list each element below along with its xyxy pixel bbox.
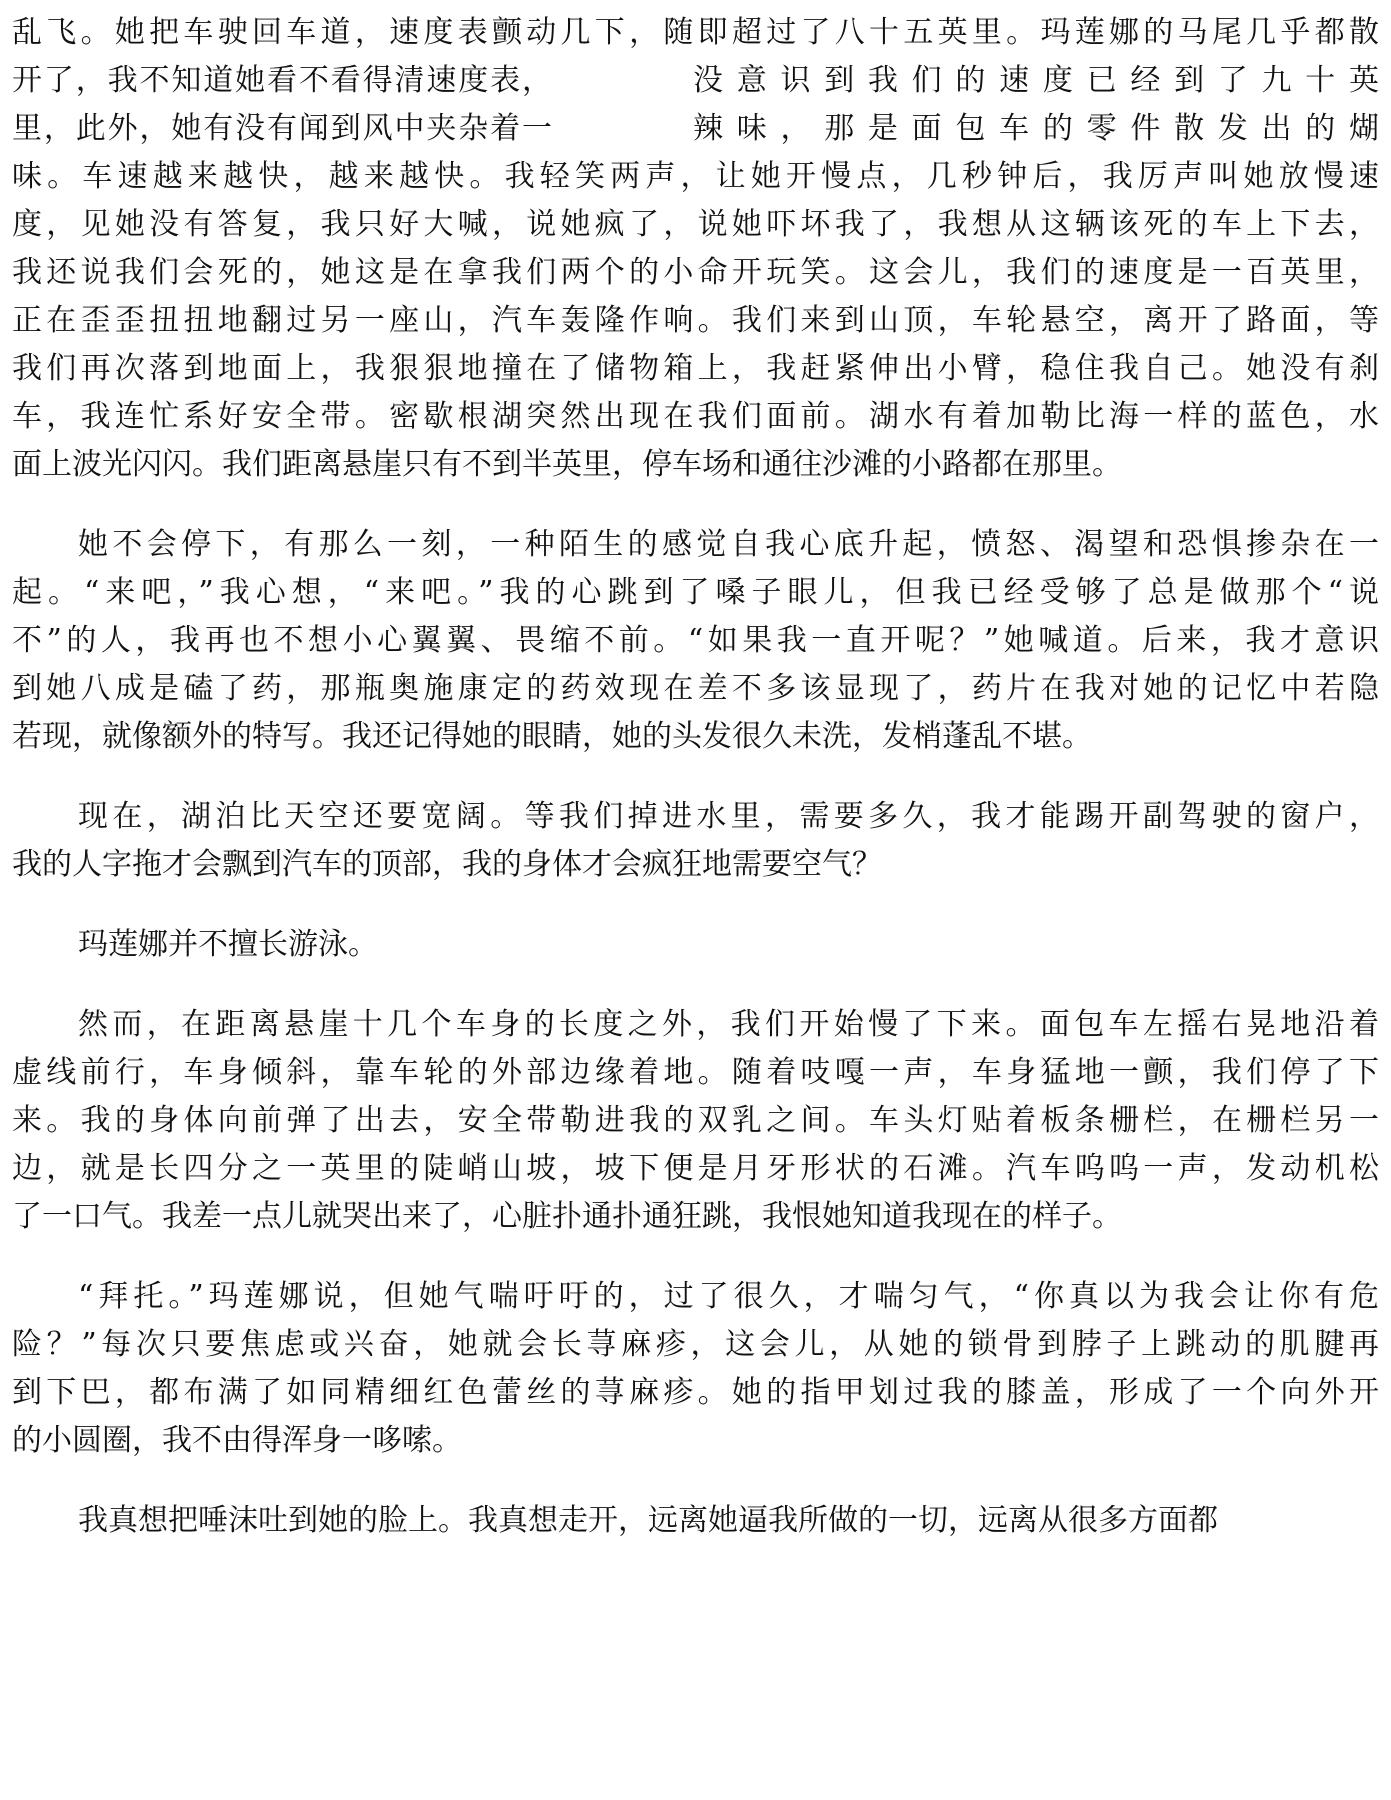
paragraph-first-line: 我真想把唾沫吐到她的脸上。我真想走开，远离她逼我所做的一切，远离从很多方面都 — [78, 1503, 1218, 1538]
text-line-right: 没意识到我们的速度已经到了九十英 — [693, 63, 1379, 98]
paragraph-first-line: 她不会停下，有那么一刻，一种陌生的感觉自我心底升起，愤怒、渴望和恐惧掺杂在一 — [78, 527, 1379, 562]
text-line: 险？”每次只要焦虑或兴奋，她就会长荨麻疹，这会儿，从她的锁骨到脖子上跳动的肌腱再 — [12, 1327, 1379, 1362]
paragraph-first-line: 然而，在距离悬崖十几个车身的长度之外，我们开始慢了下来。面包车左摇右晃地沿着 — [78, 1007, 1379, 1042]
text-line: 车，我连忙系好安全带。密歇根湖突然出现在我们面前。湖水有着加勒比海一样的蓝色，水 — [12, 399, 1379, 434]
text-line: 不”的人，我再也不想小心翼翼、畏缩不前。“如果我一直开呢？”她喊道。后来，我才意识 — [12, 623, 1379, 658]
text-line: 度，见她没有答复，我只好大喊，说她疯了，说她吓坏我了，我想从这辆该死的车上下去， — [12, 207, 1379, 242]
text-line: 了一口气。我差一点儿就哭出来了，心脏扑通扑通狂跳，我恨她知道我现在的样子。 — [12, 1199, 1122, 1234]
text-line: 正在歪歪扭扭地翻过另一座山，汽车轰隆作响。我们来到山顶，车轮悬空，离开了路面，等 — [12, 303, 1379, 338]
text-line: 我的人字拖才会飘到汽车的顶部，我的身体才会疯狂地需要空气？ — [12, 847, 882, 882]
text-line-left: 里，此外，她有没有闻到风中夹杂着一 — [12, 111, 552, 146]
text-line: 起。“来吧，”我心想，“来吧。”我的心跳到了嗓子眼儿，但我已经受够了总是做那个“说 — [12, 575, 1379, 610]
text-line-right: 辣味，那是面包车的零件散发出的煳 — [693, 111, 1379, 146]
text-line: 我们再次落到地面上，我狠狠地撞在了储物箱上，我赶紧伸出小臂，稳住我自己。她没有刹 — [12, 351, 1379, 386]
text-line: 到下巴，都布满了如同精细红色蕾丝的荨麻疹。她的指甲划过我的膝盖，形成了一个向外开 — [12, 1375, 1379, 1410]
text-line: 虚线前行，车身倾斜，靠车轮的外部边缘着地。随着吱嘎一声，车身猛地一颤，我们停了下 — [12, 1055, 1379, 1090]
paragraph-first-line: 现在，湖泊比天空还要宽阔。等我们掉进水里，需要多久，我才能踢开副驾驶的窗户， — [78, 799, 1379, 834]
text-line: 的小圆圈，我不由得浑身一哆嗦。 — [12, 1423, 462, 1458]
text-line: 若现，就像额外的特写。我还记得她的眼睛，她的头发很久未洗，发梢蓬乱不堪。 — [12, 719, 1092, 754]
paragraph-first-line: “拜托。”玛莲娜说，但她气喘吁吁的，过了很久，才喘匀气，“你真以为我会让你有危 — [78, 1279, 1379, 1314]
text-line: 乱飞。她把车驶回车道，速度表颤动几下，随即超过了八十五英里。玛莲娜的马尾几乎都散 — [12, 15, 1379, 50]
text-line: 面上波光闪闪。我们距离悬崖只有不到半英里，停车场和通往沙滩的小路都在那里。 — [12, 447, 1122, 482]
text-line: 来。我的身体向前弹了出去，安全带勒进我的双乳之间。车头灯贴着板条栅栏，在栅栏另一 — [12, 1103, 1379, 1138]
text-line: 味。车速越来越快，越来越快。我轻笑两声，让她开慢点，几秒钟后，我厉声叫她放慢速 — [12, 159, 1379, 194]
text-line: 边，就是长四分之一英里的陡峭山坡，坡下便是月牙形状的石滩。汽车呜呜一声，发动机松 — [12, 1151, 1379, 1186]
text-line: 到她八成是磕了药，那瓶奥施康定的药效现在差不多该显现了，药片在我对她的记忆中若隐 — [12, 671, 1379, 706]
text-line-left: 开了，我不知道她看不看得清速度表， — [12, 63, 552, 98]
paragraph-first-line: 玛莲娜并不擅长游泳。 — [78, 927, 378, 962]
text-line: 我还说我们会死的，她这是在拿我们两个的小命开玩笑。这会儿，我们的速度是一百英里， — [12, 255, 1379, 290]
